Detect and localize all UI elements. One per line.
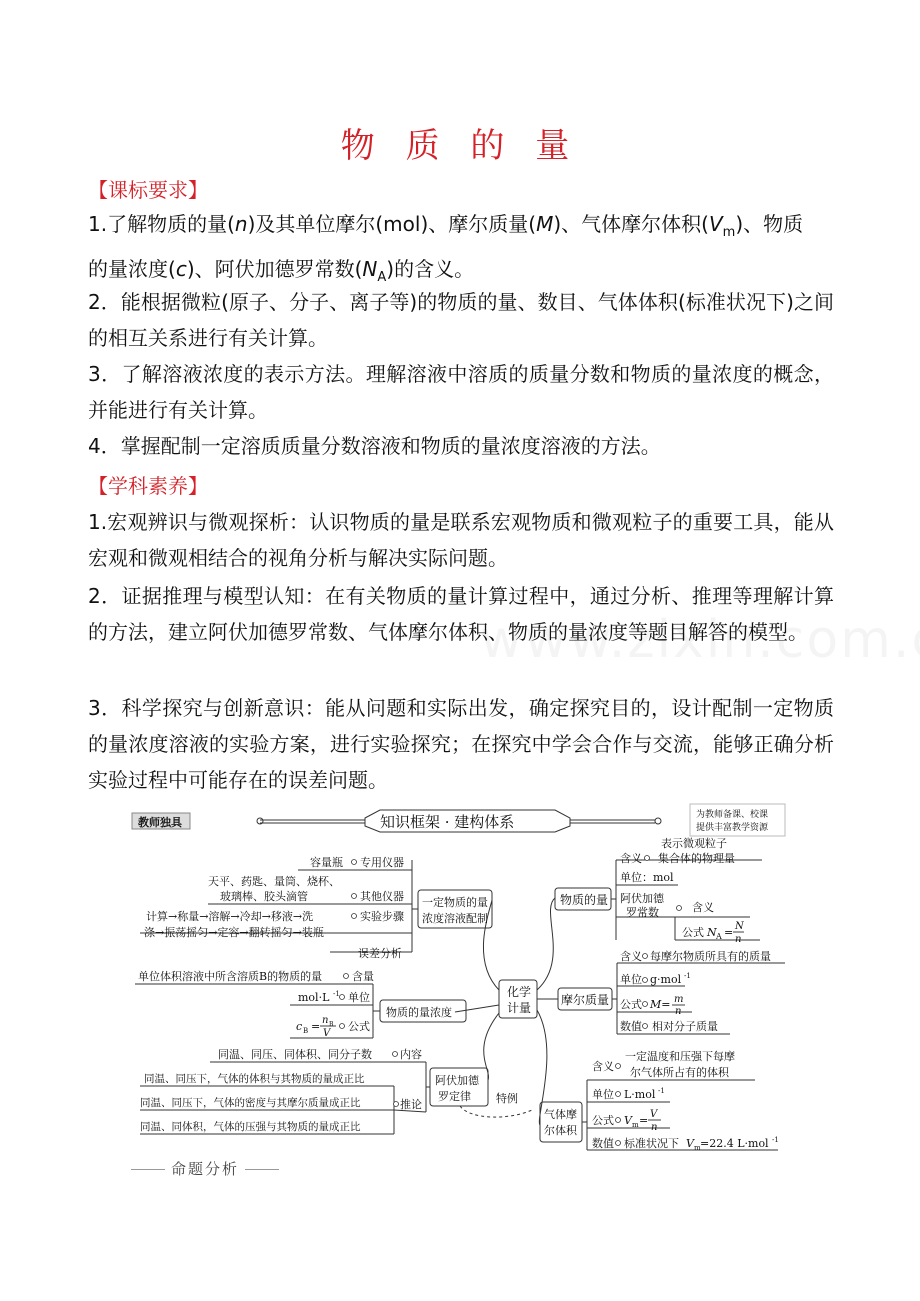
b2-value-v: 相对分子质量 (652, 1020, 718, 1033)
b5-formula: c (296, 1020, 303, 1033)
footer-line-left (131, 1169, 165, 1170)
b4-other-label: 其他仪器 (360, 890, 404, 903)
b2-meaning: 含义 (620, 950, 642, 963)
footer-section-label (120, 1158, 290, 1179)
b3-formula: V (624, 1114, 632, 1127)
banner-note-1: 为教师备课、校课 (696, 810, 769, 820)
b3-formula-num: V (650, 1109, 658, 1120)
literacy-1: 1.宏观辨识与微观探析：认识物质的量是联系宏观物质和微观粒子的重要工具，能从宏观和微观相结合的视角分析与解决实际问题。 (88, 510, 834, 570)
branch-avogadro-law-2: 罗定律 (438, 1090, 471, 1103)
b4-error: 误差分析 (358, 947, 402, 960)
b1-meaning: 含义 (620, 852, 642, 865)
b2-formula-num: m (674, 994, 684, 1005)
b4-steps-1: 计算→称量→溶解→冷却→移液→洗 (146, 910, 314, 923)
branch-molar-mass: 摩尔质量 (561, 993, 610, 1007)
b5-formula-eq: = (311, 1020, 321, 1033)
center-label-1: 化学 (507, 985, 532, 999)
b6-corollary-label: 推论 (400, 1098, 422, 1111)
b2-formula: M= (650, 998, 671, 1011)
b5-content: 含量 (352, 970, 374, 983)
branch-amount: 物质的量 (560, 893, 609, 907)
footer-text: 命题分析 (170, 1160, 239, 1178)
b1-av-formula-label: 公式 (682, 926, 704, 939)
b1-unit: 单位：mol (620, 871, 674, 884)
b6-corollary-2: 同温、同压下，气体的密度与其摩尔质量成正比 (140, 1097, 361, 1109)
b1-av-sub: A (716, 932, 722, 941)
b6-corollary-1: 同温、同压下，气体的体积与其物质的量成正比 (144, 1073, 365, 1085)
b1-av-formula: N (707, 926, 717, 939)
b3-value-vm: V (686, 1137, 694, 1150)
b3-formula-label: 公式 (592, 1114, 614, 1127)
center-label-2: 计量 (507, 1001, 532, 1015)
branch-molar-volume-1: 气体摩 (544, 1108, 577, 1121)
banner-note-2: 提供丰富教学资源 (696, 823, 769, 833)
branch-concentration: 物质的量浓度 (386, 1006, 452, 1019)
b2-unit: 单位 (620, 973, 642, 986)
section-head-literacy: 【学科素养】 (88, 474, 208, 498)
b5-formula-den: V (323, 1028, 331, 1039)
b3-value-v: 标准状况下 (624, 1137, 679, 1150)
footer-line-right (245, 1169, 279, 1170)
b3-value-exp: -1 (772, 1136, 779, 1144)
b5-formula-numsub: B (329, 1021, 334, 1028)
b4-other-2: 玻璃棒、胶头滴管 (220, 890, 308, 903)
b2-unit-v: g·mol (650, 973, 682, 986)
banner-title: 知识框架 · 建构体系 (380, 813, 515, 831)
b6-special: 特例 (496, 1092, 518, 1105)
b3-unit-exp: -1 (658, 1087, 665, 1095)
requirement-4: 4．掌握配制一定溶质质量分数溶液和物质的量浓度溶液的方法。 (88, 434, 661, 458)
b5-formula-label: 公式 (348, 1020, 370, 1033)
b5-formula-num: n (322, 1015, 329, 1026)
b2-unit-exp: -1 (684, 972, 691, 980)
b3-value-sub: m (694, 1144, 701, 1152)
requirement-1: 1.了解物质的量(n)及其单位摩尔(mol)、摩尔质量(M)、气体摩尔体积$(V_m)$、物质 的量浓度(c)、阿伏加德罗常数$(N_A)$的含义。 (88, 212, 804, 285)
badge-teacher: 教师独具 (138, 816, 182, 829)
b6-content-v: 同温、同压、同体积、同分子数 (218, 1048, 372, 1061)
b4-flask-v: 专用仪器 (360, 856, 404, 869)
b4-flask: 容量瓶 (310, 856, 343, 869)
b1-av-meaning: 含义 (692, 901, 714, 914)
branch-prep-1: 一定物质的量 (422, 896, 488, 909)
b3-value: 数值 (592, 1137, 614, 1150)
b3-meaning: 含义 (592, 1060, 614, 1073)
literacy-2: 2．证据推理与模型认知：在有关物质的量计算过程中，通过分析、推理等理解计算的方法，建立阿伏加德罗常数、气体摩尔体积、物质的量浓度等题目解答的模型。 (88, 584, 834, 644)
page-title: 物 质 的 量 (340, 126, 580, 166)
b4-steps-2: 涤→振荡摇匀→定容→翻转摇匀→装瓶 (144, 926, 324, 939)
b5-content-v: 单位体积溶液中所含溶质B的物质的量 (138, 970, 323, 983)
b3-value-eq: =22.4 L·mol (700, 1137, 769, 1150)
b5-unit-exp: -1 (333, 990, 340, 998)
b3-formula-eq: = (639, 1114, 649, 1127)
b4-other-1: 天平、药匙、量筒、烧杯、 (208, 875, 340, 888)
b1-meaning-v1: 表示微观粒子 (661, 837, 727, 850)
requirement-3: 3．了解溶液浓度的表示方法。理解溶液中溶质的质量分数和物质的量浓度的概念，并能进行有关计算。 (88, 362, 834, 422)
b1-meaning-v2: 集合体的物理量 (658, 852, 735, 865)
b1-av-eq: = (724, 926, 734, 939)
b6-content: 内容 (400, 1048, 422, 1061)
literacy-3: 3．科学探究与创新意识：能从问题和实际出发，确定探究目的，设计配制一定物质的量浓度溶液的实验方案，进行实验探究；在探究中学会合作与交流，能够正确分析实验过程中可能存在的误差问题。 (88, 696, 834, 792)
b1-avogadro-2: 罗常数 (626, 906, 659, 919)
b1-av-num: N (735, 921, 744, 932)
b1-av-den: n (735, 934, 742, 945)
b5-formula-sub: B (303, 1027, 309, 1035)
b2-formula-den: n (675, 1006, 682, 1017)
b2-meaning-v: 每摩尔物质所具有的质量 (650, 950, 771, 963)
b2-value: 数值 (620, 1020, 642, 1033)
b3-unit: 单位 (592, 1088, 614, 1101)
b1-avogadro-1: 阿伏加德 (620, 892, 664, 905)
section-head-requirements: 【课标要求】 (88, 178, 208, 202)
b6-corollary-3: 同温、同体积，气体的压强与其物质的量成正比 (140, 1121, 361, 1133)
branch-prep-2: 浓度溶液配制 (422, 912, 488, 925)
b4-steps-label: 实验步骤 (360, 910, 404, 923)
branch-molar-volume-2: 尔体积 (544, 1124, 577, 1137)
b5-unit: 单位 (348, 991, 370, 1004)
b3-unit-v: L·mol (624, 1088, 656, 1101)
mindmap-diagram (130, 800, 790, 1160)
requirement-2: 2．能根据微粒(原子、分子、离子等)的物质的量、数目、气体体积(标准状况下)之间的相互关系进行有关计算。 (88, 290, 834, 350)
b3-formula-sub: m (632, 1121, 639, 1129)
branch-avogadro-law-1: 阿伏加德 (435, 1074, 479, 1087)
watermark (480, 610, 920, 670)
b2-formula-label: 公式 (620, 998, 642, 1011)
b3-meaning-v2: 尔气体所占有的体积 (630, 1066, 729, 1079)
b3-meaning-v1: 一定温度和压强下每摩 (625, 1050, 735, 1063)
b5-unit-v: mol·L (298, 991, 330, 1004)
b3-formula-den: n (651, 1122, 658, 1133)
